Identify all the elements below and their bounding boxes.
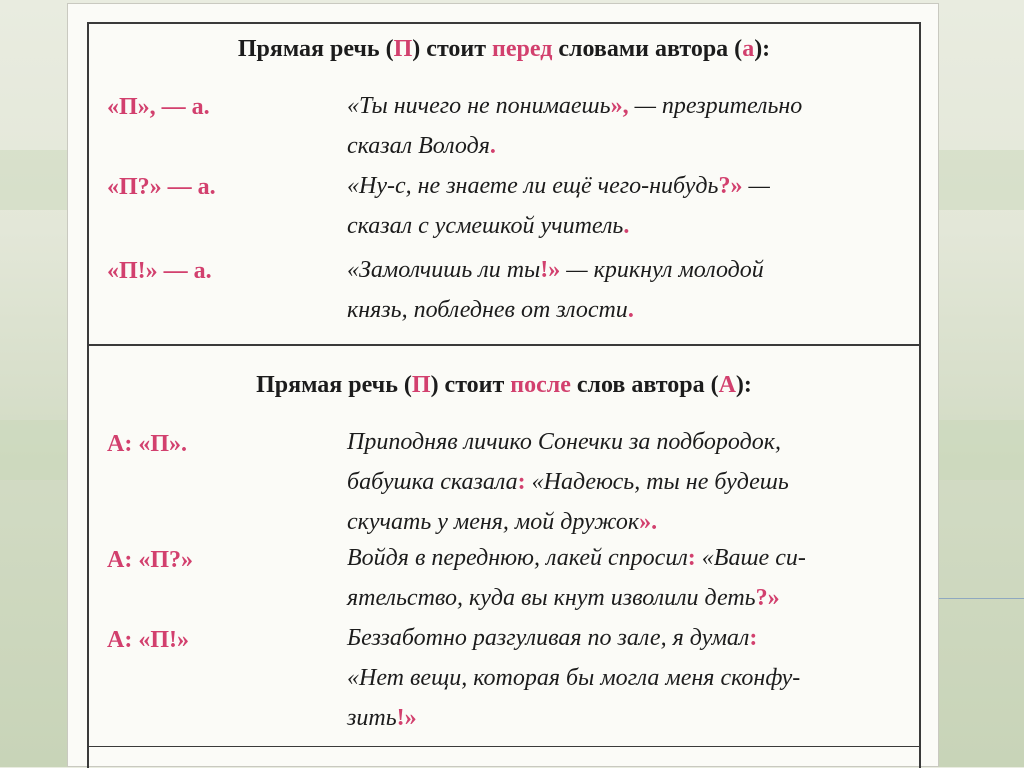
example-text: Приподняв личико Сонечки за подбородок, бабушка сказала: «Надеюсь, ты не будешь скучать у меня, мой дружок». (347, 429, 789, 535)
heading-p: П (411, 372, 431, 398)
pattern-label: А: «П?» (107, 547, 193, 573)
pattern-label: «П», — а. (107, 94, 210, 120)
heading-position: после (510, 372, 571, 398)
example-text: Беззаботно разгуливая по зале, я думал: «Нет вещи, которая бы могла меня сконфу- зить!» (347, 625, 801, 731)
heading-position: перед (492, 36, 553, 62)
heading-text: словами автора ( (552, 36, 743, 62)
heading-text: Прямая речь ( (256, 372, 412, 398)
example-text: «Замолчишь ли ты!» — крикнул молодой князь, побледнев от злости. (347, 257, 764, 323)
heading-text: ): (754, 36, 771, 62)
heading-text: ) стоит (430, 372, 511, 398)
pattern-label: «П?» — а. (107, 174, 216, 200)
scanned-page (67, 3, 939, 767)
pattern-label: А: «П». (107, 431, 187, 457)
table-bottom-line (89, 746, 919, 747)
heading-a: а (742, 36, 755, 62)
section1-heading (89, 36, 919, 63)
heading-a: А (718, 372, 736, 398)
heading-text: Прямая речь ( (237, 36, 394, 62)
section2-heading (89, 372, 919, 399)
heading-text: ): (735, 372, 752, 398)
section-divider (89, 344, 919, 346)
example-text: Войдя в переднюю, лакей спросил: «Ваше си- ятельство, куда вы кнут изволили деть?» (347, 545, 806, 611)
pattern-label: «П!» — а. (107, 258, 212, 284)
heading-text: ) стоит (412, 36, 493, 62)
example-text: «Ну-с, не знаете ли ещё чего-нибудь?» — сказал с усмешкой учитель. (347, 173, 770, 239)
heading-p: П (393, 36, 413, 62)
slide-accent-line (935, 598, 1024, 599)
example-text: «Ты ничего не понимаешь», — презрительно сказал Володя. (347, 93, 803, 159)
pattern-label: А: «П!» (107, 627, 189, 653)
rules-table (87, 22, 921, 768)
heading-text: слов автора ( (570, 372, 719, 398)
